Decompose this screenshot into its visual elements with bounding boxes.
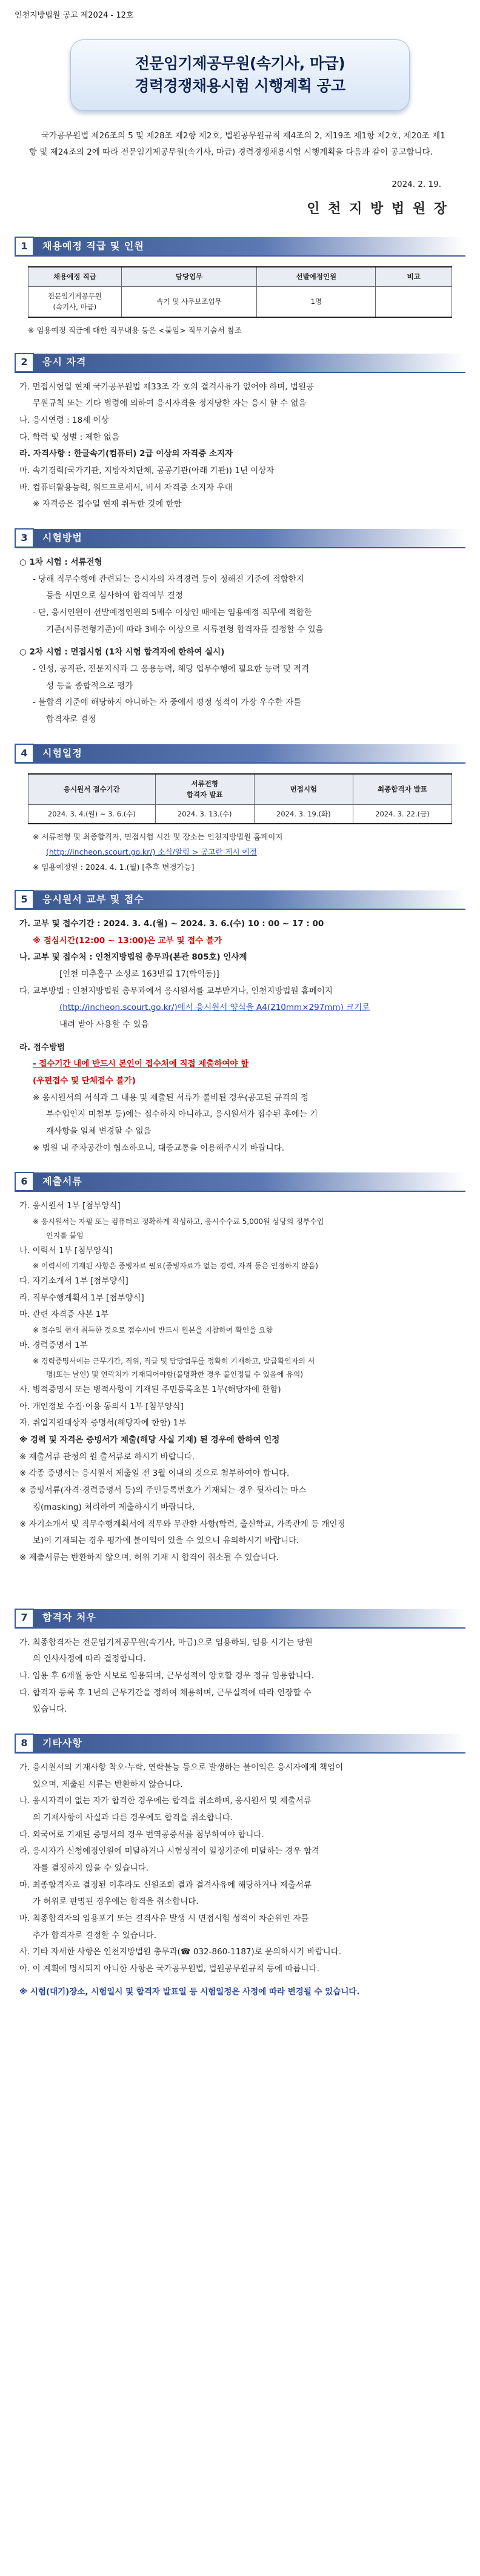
appointment-date-note: ※ 임용예정일 : 2024. 4. 1.(월) [추후 변경가능] [33,862,195,872]
list-item: 나. 교부 및 접수처 : 인천지방법원 총무과(본관 805호) 인사계 [19,952,247,963]
table-cell: 2024. 3. 22.(금) [353,804,452,824]
section-number: 8 [15,1734,34,1753]
table-cell: 2024. 3. 13.(수) [155,804,254,824]
section-title: 응시원서 교부 및 접수 [42,893,144,905]
list-item: 무원규칙 또는 기타 법령에 의하여 응시자격을 정지당한 자는 응시 할 수 없음 [33,399,307,409]
list-item: 부수입인지 미첨부 등)에는 접수하지 아니하고, 응시원서가 접수된 후에는 기 [46,1109,318,1120]
table-row [28,286,452,317]
list-item: 라. 응시자가 신청예정인원에 미달하거나 시험성적이 일정기준에 미달하는 경우 합격 [19,1846,320,1857]
list-item: - 단, 응시인원이 선발예정인원의 5배수 이상인 때에는 임용예정 직무에 적합한 [33,608,312,618]
list-item: ※ 경력증명서에는 근무기간, 직위, 직급 및 담당업무를 정확히 기재하고, 발급확인자의 서 [33,1356,315,1365]
list-item: 라. 접수방법 [19,1042,65,1052]
list-item: 추가 합격자로 결정할 수 있습니다. [33,1930,157,1940]
list-item: ※ 경력 및 자격은 증빙서가 제출(해당 사실 기재) 된 경우에 한하여 인정 [19,1435,280,1445]
list-item: ※ 자격증은 접수일 현재 취득한 것에 한함 [33,499,182,509]
list-item: 다. 합격자 등록 후 1년의 근무기간을 정하여 채용하며, 근무실적에 따라 연장할 수 [19,1687,312,1698]
treatment-block [15,1635,465,1718]
list-item: 기준(서류전형기준)에 따라 3배수 이상으로 서류전형 합격자를 결정할 수 있음 [46,624,324,634]
list-item: 등을 서면으로 심사하여 합격여부 결정 [46,591,183,601]
list-item: 나. 응시연령 : 18세 이상 [19,415,109,425]
table-cell: 속기 및 사무보조업무 [121,286,257,317]
eligibility-block [15,379,465,513]
section-number: 7 [15,1609,34,1628]
direct-submission-notice: - 접수기간 내에 반드시 본인이 접수처에 직접 제출하여야 함 [33,1059,249,1069]
list-item: ※ 응시원서는 자필 또는 컴퓨터로 정확하게 작성하고, 응시수수료 5,000원 상당의 정부수입 [33,1217,324,1226]
section-header-1 [15,237,465,257]
section-number: 4 [15,744,34,763]
section-title: 시험일정 [42,747,82,759]
address: [인천 미추홀구 소성로 163번길 17(학익동)] [59,969,219,979]
table-cell: 2024. 3. 4.(월) ~ 3. 6.(수) [28,804,156,824]
section-number: 1 [15,237,34,256]
homepage-link[interactable]: (http://incheon.scourt.go.kr/) 소식/알림 > 공고란 게시 예정 [46,847,257,856]
list-item: 사. 기타 자세한 사항은 인천지방법원 총무과(☎ 032-860-1187)로 문의하시기 바랍니다. [19,1947,342,1957]
list-item: ※ 자기소개서 및 직무수행계획서에 직무와 무관한 사항(학력, 출신학교, 가족관계 등 개인정 [19,1519,345,1529]
list-item: ※ 증빙서류(자격·경력증명서 등)의 주민등록번호가 기재되는 경우 뒷자리는 마스 [19,1485,307,1496]
section-title: 시험방법 [42,531,82,543]
table-header: 서류전형 합격자 발표 [155,774,254,804]
list-item: 인지를 붙임 [46,1231,84,1240]
list-item: 사. 병적증명서 또는 병적사항이 기재된 주민등록초본 1부(해당자에 한함) [19,1385,281,1395]
list-item: ※ 제출서류 관청의 원 출서류로 하시기 바랍니다. [19,1451,195,1462]
section-title: 합격자 처우 [42,1612,96,1624]
misc-block [15,1760,465,2000]
table-cell: 전문임기제공무원 (속기사, 마급) [28,286,122,317]
list-item: 라. 직무수행계획서 1부 [첨부양식] [19,1293,144,1303]
list-item: 성 등을 종합적으로 평가 [46,681,133,691]
list-item: 가. 교부 및 접수기간 : 2024. 3. 4.(월) ~ 2024. 3. 6.(수) 10 : 00 ~ 17 : 00 [19,918,324,929]
table-cell: 1명 [257,286,376,317]
list-item: ※ 각종 증명서는 응시원서 제출일 전 3월 이내의 것으로 첨부하여야 합니다. [19,1468,290,1479]
list-item: 의 인사사정에 따라 결정합니다. [33,1654,146,1664]
list-item: 보)이 기재되는 경우 평가에 불이익이 있을 수 있으니 유의하시기 바랍니다. [33,1536,299,1546]
section-header-7 [15,1609,465,1629]
list-item: ※ 법원 내 주차공간이 협소하오니, 대중교통을 이용해주시기 바랍니다. [33,1143,285,1153]
table-row [28,804,452,824]
section-number: 3 [15,528,34,548]
list-item: 나. 응시자격이 없는 자가 합격한 경우에는 합격을 취소하며, 응시원서 및 제출서류 [19,1796,312,1806]
list-item: ○ 2차 시험 : 면접시험 (1차 시험 합격자에 한하여 실시) [19,647,225,657]
title-box [70,39,410,111]
section-header-3 [15,529,465,548]
schedule-table [28,773,452,824]
lunch-notice: ※ 점심시간(12:00 ~ 13:00)은 교부 및 접수 불가 [33,935,222,946]
section-header-8 [15,1734,465,1754]
list-item: 자를 결정하지 않을 수 있습니다. [33,1863,148,1873]
list-item: ※ 접수일 현재 취득한 것으로 접수시에 반드시 원본을 지참하여 확인을 요함 [33,1326,273,1335]
list-item: 바. 최종합격자의 임용포기 또는 결격사유 발생 시 면접시험 성적이 차순위인 자를 [19,1913,309,1923]
list-item: 마. 관련 자격증 사본 1부 [19,1310,109,1320]
homepage-link[interactable]: (http://incheon.scourt.go.kr/)에서 응시원서 양식을 A4(210mm×297mm) 크기로 [59,1003,370,1013]
list-item: 바. 컴퓨터활용능력, 워드프로세서, 비서 자격증 소지자 우대 [19,482,233,493]
list-item: ○ 1차 시험 : 서류전형 [19,557,102,568]
table1-note: ※ 임용예정 직급에 대한 직무내용 등은 <붙임> 직무기술서 참조 [28,325,242,335]
list-item: 아. 이 계획에 명시되지 아니한 사항은 국가공무원법, 법원공무원규칙 등에 따릅니다. [19,1963,319,1974]
table-header: 면접시험 [254,774,353,804]
table-header: 최종합격자 발표 [353,774,452,804]
list-item: 자. 취업지원대상자 증명서(해당자에 한함) 1부 [19,1418,187,1428]
table-header: 담당업무 [121,267,257,286]
table-header: 선발예정인원 [257,267,376,286]
list-item: 킹(masking) 처리하여 제출하시기 바랍니다. [33,1502,195,1512]
list-item: 바. 경력증명서 1부 [19,1340,88,1350]
section-number: 5 [15,890,34,909]
table-cell [376,286,452,317]
list-item: 다. 외국어로 기재된 증명서의 경우 번역공증서를 첨부하여야 합니다. [19,1829,264,1840]
list-item: - 인성, 공직관, 전문지식과 그 응용능력, 해당 업무수행에 필요한 능력 및 적격 [33,664,310,674]
section-header-4 [15,744,465,764]
title-line-1: 전문임기제공무원(속기사, 마급) [135,55,345,73]
list-item: 가 허위로 판명된 경우에는 합격을 취소합니다. [33,1897,199,1907]
list-item: 가. 응시원서 1부 [첨부양식] [19,1201,121,1211]
list-item: 나. 임용 후 6개월 동안 시보로 임용되며, 근무성적이 양호할 경우 정규 임용합니다. [19,1670,314,1681]
section-header-5 [15,890,465,910]
positions-table [28,266,452,317]
list-item: 마. 속기경력(국가기관, 지방자치단체, 공공기관(아래 기관)) 1년 이상자 [19,466,275,476]
list-item: ※ 제출서류는 반환하지 않으며, 허위 기재 시 합격이 취소될 수 있습니다. [19,1552,279,1562]
list-item: 다. 학력 및 성별 : 제한 없음 [19,432,119,442]
list-item: 내려 받아 사용할 수 있음 [59,1019,149,1029]
documents-block [15,1198,465,1566]
list-item: 의 기재사항이 사실과 다른 경우에도 합격을 취소합니다. [33,1812,233,1823]
section-number: 2 [15,353,34,372]
section-title: 제출서류 [42,1175,82,1188]
list-item: 합격자로 결정 [46,715,96,725]
title-line-2: 경력경쟁채용시험 시행계획 공고 [135,76,345,95]
list-item: - 당해 직무수행에 관련되는 응시자의 자격경력 등이 정해진 기준에 적합한지 [33,574,304,584]
list-item: 가. 최종합격자는 전문임기제공무원(속기사, 마급)으로 임용하되, 임용 시기는 당원 [19,1637,313,1647]
list-item: 가. 응시원서의 기재사항 착오·누락, 연락불능 등으로 발생하는 불이익은 응시자에게 책임이 [19,1762,344,1772]
list-item: 다. 자기소개서 1부 [첨부양식] [19,1276,128,1286]
table-header: 비고 [376,267,452,286]
signer: 인 천 지 방 법 원 장 [307,201,448,217]
notice-date: 2024. 2. 19. [392,180,441,190]
list-item: 나. 이력서 1부 [첨부양식] [19,1245,113,1256]
doc-number: 인천지방법원 공고 제2024 - 12호 [15,11,134,20]
table-cell: 2024. 3. 19.(화) [254,804,353,824]
section-title: 채용예정 직급 및 인원 [42,240,144,252]
list-item: 명(또는 날인) 및 연락처가 기재되어야함(불명확한 경우 불인정될 수 있음에 유의) [46,1370,304,1379]
section-number: 6 [15,1172,34,1191]
list-item: - 불합격 기준에 해당하지 아니하는 자 중에서 평정 성적이 가장 우수한 자를 [33,698,302,708]
list-item: ※ 이력서에 기재된 사항은 증빙자료 필요(증빙자료가 없는 경력, 자격 등은 인정하지 않음) [33,1262,318,1271]
list-item: 있습니다. [33,1704,67,1715]
exam-method-block [15,554,465,728]
list-item: 마. 최종합격자로 결정된 이후라도 신원조회 결과 결격사유에 해당하거나 제출서류 [19,1880,312,1890]
section-title: 응시 자격 [42,356,87,368]
section-header-6 [15,1172,465,1192]
list-item: 라. 자격사항 : 한글속기(컴퓨터) 2급 이상의 자격증 소지자 [19,449,233,459]
schedule-change-notice: ※ 시험(대기)장소, 시험일시 및 합격자 발표일 등 시험일정은 사정에 따라 변경될 수 있습니다. [19,1986,360,1997]
table-header: 채용예정 직급 [28,267,122,286]
list-item: ※ 응시원서의 서식과 그 내용 및 제출된 서류가 불비된 경우(공고된 규격의 정 [33,1092,309,1103]
list-item: 가. 면접시험일 현재 국가공무원법 제33조 각 호의 결격사유가 없어야 하며, 법원공 [19,382,314,392]
section-header-2 [15,354,465,373]
list-item: 있으며, 제출된 서류는 반환하지 않습니다. [33,1779,183,1789]
table-header: 응시원서 접수기간 [28,774,156,804]
list-item: 아. 개인정보 수집·이용 동의서 1부 [첨부양식] [19,1401,184,1411]
list-item: 재사항을 일체 변경할 수 없음 [46,1126,152,1136]
list-item: 다. 교부방법 : 인천지방법원 총무과에서 응시원서를 교부받거나, 인천지방법원 홈페이지 [19,986,333,996]
schedule-note: ※ 서류전형 및 최종합격자, 면접시험 시간 및 장소는 인천지방법원 홈페이지 [33,832,283,841]
no-mail-notice: (우편접수 및 단체접수 불가) [33,1075,136,1086]
schedule-notes [15,829,465,875]
section-title: 기타사항 [42,1737,82,1749]
intro-paragraph: 국가공무원법 제26조의 5 및 제28조 제2항 제2호, 법원공무원규칙 제4조의 2, 제19조 제1항 제2호, 제20조 제1항 및 제24조의 2에 따라 전문임기제공무원(속기사, 마급) 경력경쟁채용시험 시행계획을 다음과 같이 공고합니다. [29,130,445,158]
application-block [15,916,465,1157]
